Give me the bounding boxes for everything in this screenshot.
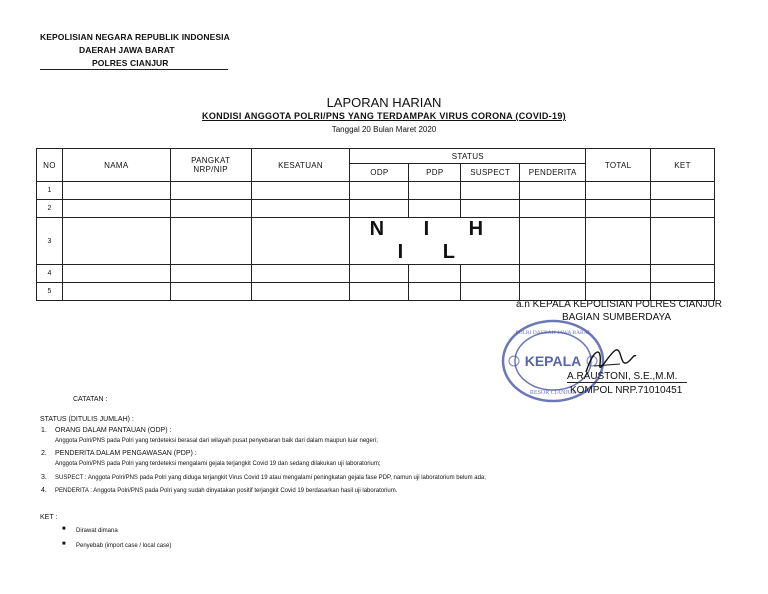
catatan-label: CATATAN : xyxy=(73,396,108,403)
report-table xyxy=(36,148,715,301)
letterhead-underline xyxy=(40,69,228,70)
note-label: SUSPECT : Anggota Polri/PNS pada Polri yang diduga terjangkit Virus Covid 19 atau mengalami peningkatan gejala fase PDP, namun uji laboratorium belum ada; xyxy=(55,475,486,481)
stamp-bottom-text: RESOR CIANJUR xyxy=(529,390,577,396)
signature-name: A.RAUSTONI, S.E.,M.M. xyxy=(567,371,678,382)
signature-line2: BAGIAN SUMBERDAYA xyxy=(562,312,672,323)
note-desc: Anggota Polri/PNS pada Polri yang terdeteksi mengalami gejala terjangkit Covid 19 dan sedang dilakukan uji laboratorium; xyxy=(55,461,381,467)
letterhead-line2: DAERAH JAWA BARAT xyxy=(79,45,175,55)
note-number: 4. xyxy=(41,487,47,494)
table-row xyxy=(37,218,715,265)
table-row xyxy=(37,265,715,283)
row-number: 1 xyxy=(37,182,63,200)
row-number: 5 xyxy=(37,283,63,301)
report-date: Tanggal 20 Bulan Maret 2020 xyxy=(331,125,437,134)
header-no: NO xyxy=(37,149,63,182)
letterhead-line3: POLRES CIANJUR xyxy=(92,58,169,68)
row-number: 4 xyxy=(37,265,63,283)
header-pdp: PDP xyxy=(409,164,461,182)
header-total: TOTAL xyxy=(586,149,651,182)
ket-item: Dirawat dimana xyxy=(76,528,118,534)
stamp-center-text: KEPALA xyxy=(524,353,582,369)
note-desc: Anggota Polri/PNS pada Polri yang terdeteksi berasal dari wilayah pusat penyebaran baik dari dalam maupun luar negeri; xyxy=(55,438,378,444)
report-title: LAPORAN HARIAN xyxy=(326,95,442,110)
note-number: 2. xyxy=(41,450,47,457)
note-number: 1. xyxy=(41,427,47,434)
header-pangkat xyxy=(170,149,251,182)
row-number: 2 xyxy=(37,200,63,218)
signature-line1: a.n KEPALA KEPOLISIAN POLRES CIANJUR xyxy=(516,299,723,310)
header-nama: NAMA xyxy=(62,149,170,182)
header-nrp-label: NRP/NIP xyxy=(193,165,228,174)
header-suspect: SUSPECT xyxy=(461,164,520,182)
header-ket: KET xyxy=(651,149,715,182)
table-row xyxy=(37,283,715,301)
note-label: PENDERITA DALAM PENGAWASAN (PDP) : xyxy=(55,450,197,457)
stamp-top-text: POLRI DAERAH JAWA BARAT xyxy=(515,330,591,336)
header-penderita: PENDERITA xyxy=(520,164,586,182)
report-subtitle: KONDISI ANGGOTA POLRI/PNS YANG TERDAMPAK VIRUS CORONA (COVID-19) xyxy=(202,111,566,121)
note-label: ORANG DALAM PANTAUAN (ODP) : xyxy=(55,427,172,434)
status-title: STATUS (DITULIS JUMLAH) : xyxy=(40,416,134,423)
header-kesatuan: KESATUAN xyxy=(251,149,350,182)
ket-title: KET : xyxy=(40,514,58,521)
signature-underline xyxy=(567,382,687,383)
bullet-icon: ■ xyxy=(62,526,66,532)
note-label: PENDERITA : Anggota Polri/PNS pada Polri yang sudah dinyatakan positif terjangkit Covid 19 berdasarkan hasil uji laboratorium. xyxy=(55,488,398,494)
ket-item: Penyebab (import case / local case) xyxy=(76,543,172,549)
letterhead-line1: KEPOLISIAN NEGARA REPUBLIK INDONESIA xyxy=(40,32,230,42)
header-status: STATUS xyxy=(350,149,586,164)
nihil-text: N I H I L xyxy=(369,218,501,263)
bullet-icon: ■ xyxy=(62,541,66,547)
row-number: 3 xyxy=(37,218,63,265)
header-pangkat-label: PANGKAT xyxy=(191,156,231,165)
note-number: 3. xyxy=(41,474,47,481)
table-row xyxy=(37,200,715,218)
header-odp: ODP xyxy=(350,164,409,182)
signature-rank: KOMPOL NRP.71010451 xyxy=(570,385,683,396)
table-row xyxy=(37,182,715,200)
